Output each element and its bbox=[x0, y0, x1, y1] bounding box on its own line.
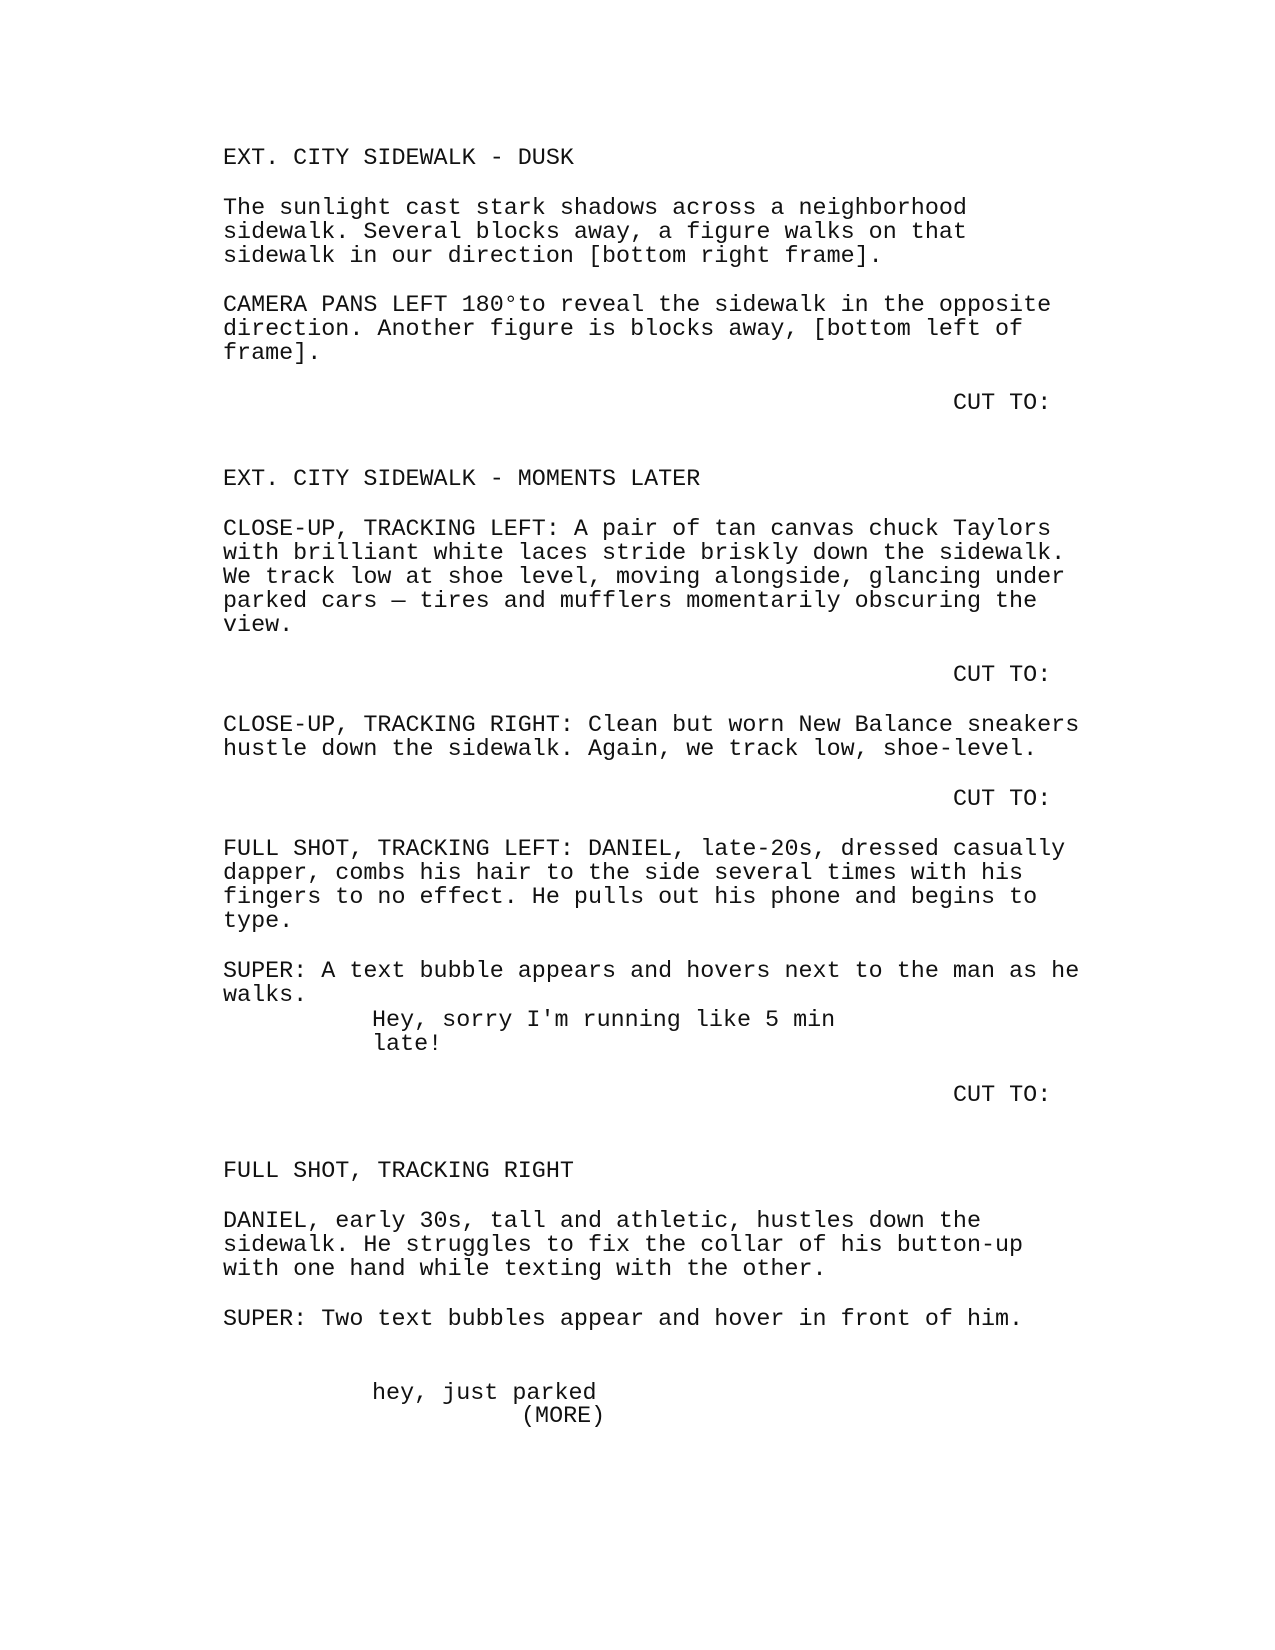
action-line: frame]. bbox=[223, 341, 322, 367]
action-line: DANIEL, early 30s, tall and athletic, hustles down the bbox=[223, 1209, 981, 1235]
action-line: SUPER: A text bubble appears and hovers next to the man as he bbox=[223, 959, 1080, 985]
action-line: CLOSE-UP, TRACKING RIGHT: Clean but worn New Balance sneakers bbox=[223, 713, 1080, 739]
dialogue-line: hey, just parked bbox=[372, 1381, 597, 1407]
action-line: fingers to no effect. He pulls out his phone and begins to bbox=[223, 885, 1038, 911]
transition: CUT TO: bbox=[953, 663, 1052, 689]
scene-heading: FULL SHOT, TRACKING RIGHT bbox=[223, 1159, 574, 1185]
action-line: parked cars — tires and mufflers momentarily obscuring the bbox=[223, 589, 1038, 615]
action-line: The sunlight cast stark shadows across a neighborhood bbox=[223, 196, 967, 222]
more-marker: (MORE) bbox=[521, 1404, 606, 1430]
dialogue-line: late! bbox=[372, 1032, 443, 1058]
action-line: We track low at shoe level, moving alongside, glancing under bbox=[223, 565, 1066, 591]
transition: CUT TO: bbox=[953, 391, 1052, 417]
transition: CUT TO: bbox=[953, 787, 1052, 813]
action-line: CAMERA PANS LEFT 180°to reveal the sidewalk in the opposite bbox=[223, 293, 1052, 319]
action-line: sidewalk. He struggles to fix the collar of his button-up bbox=[223, 1233, 1024, 1259]
action-line: SUPER: Two text bubbles appear and hover in front of him. bbox=[223, 1307, 1024, 1333]
action-line: with one hand while texting with the other. bbox=[223, 1257, 827, 1283]
action-line: type. bbox=[223, 909, 294, 935]
action-line: CLOSE-UP, TRACKING LEFT: A pair of tan canvas chuck Taylors bbox=[223, 517, 1052, 543]
action-line: with brilliant white laces stride briskly down the sidewalk. bbox=[223, 541, 1066, 567]
transition: CUT TO: bbox=[953, 1083, 1052, 1109]
action-line: dapper, combs his hair to the side several times with his bbox=[223, 861, 1024, 887]
scene-heading: EXT. CITY SIDEWALK - DUSK bbox=[223, 146, 574, 172]
action-line: view. bbox=[223, 613, 294, 639]
action-line: hustle down the sidewalk. Again, we track low, shoe-level. bbox=[223, 737, 1038, 763]
action-line: sidewalk. Several blocks away, a figure walks on that bbox=[223, 220, 967, 246]
action-line: FULL SHOT, TRACKING LEFT: DANIEL, late-20s, dressed casually bbox=[223, 837, 1066, 863]
action-line: walks. bbox=[223, 983, 308, 1009]
scene-heading: EXT. CITY SIDEWALK - MOMENTS LATER bbox=[223, 467, 701, 493]
dialogue-line: Hey, sorry I'm running like 5 min bbox=[372, 1008, 836, 1034]
action-line: sidewalk in our direction [bottom right frame]. bbox=[223, 244, 883, 270]
action-line: direction. Another figure is blocks away, [bottom left of bbox=[223, 317, 1024, 343]
